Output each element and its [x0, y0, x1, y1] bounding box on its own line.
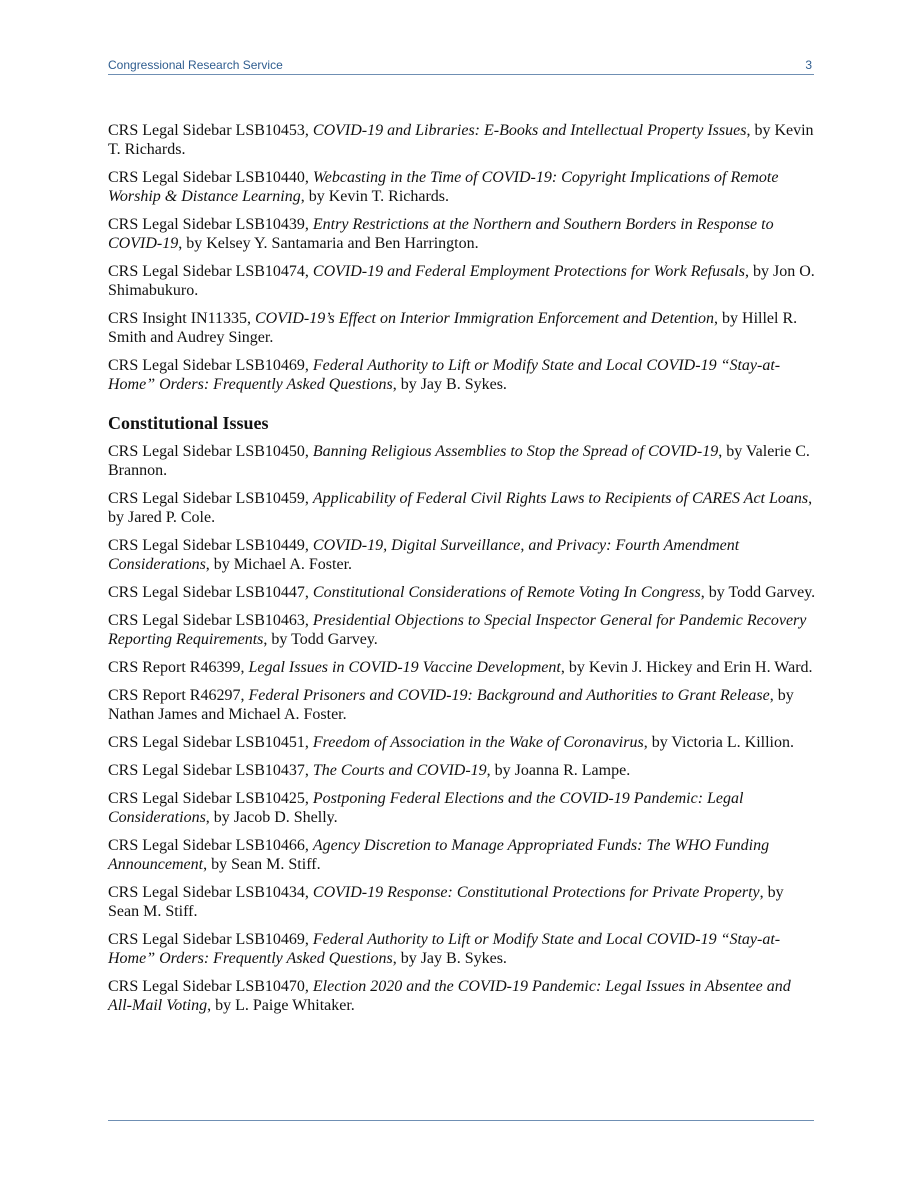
reference-entry: CRS Legal Sidebar LSB10439, Entry Restrictions at the Northern and Southern Borders in Response to COVID-19, by Kelsey Y. Santamaria and Ben Harrington.: [108, 216, 774, 252]
reference-entry: CRS Report R46399, Legal Issues in COVID-19 Vaccine Development, by Kevin J. Hickey and Erin H. Ward.: [108, 659, 813, 676]
section-heading-constitutional-issues: Constitutional Issues: [108, 413, 269, 433]
footer-divider: [108, 1120, 814, 1121]
reference-entry: CRS Legal Sidebar LSB10459, Applicability of Federal Civil Rights Laws to Recipients of CARES Act Loans, by Jared P. Cole.: [108, 490, 813, 526]
reference-entry: CRS Legal Sidebar LSB10449, COVID-19, Digital Surveillance, and Privacy: Fourth Amendment Considerations, by Michael A. Foster.: [108, 537, 740, 573]
reference-entry: CRS Legal Sidebar LSB10450, Banning Religious Assemblies to Stop the Spread of COVID-19, by Valerie C. Brannon.: [108, 443, 810, 479]
reference-entry: CRS Legal Sidebar LSB10469, Federal Authority to Lift or Modify State and Local COVID-19 “Stay-at-Home” Orders: Frequently Asked Questions, by Jay B. Sykes.: [108, 931, 781, 967]
document-body: [108, 121, 816, 1024]
reference-entry: CRS Legal Sidebar LSB10470, Election 2020 and the COVID-19 Pandemic: Legal Issues in Absentee and All-Mail Voting, by L. Paige Whitaker.: [108, 978, 791, 1014]
page-header: [108, 58, 814, 75]
reference-entry: CRS Legal Sidebar LSB10469, Federal Authority to Lift or Modify State and Local COVID-19 “Stay-at-Home” Orders: Frequently Asked Questions, by Jay B. Sykes.: [108, 357, 781, 393]
reference-entry: CRS Legal Sidebar LSB10447, Constitutional Considerations of Remote Voting In Congress, by Todd Garvey.: [108, 584, 816, 601]
reference-entry: CRS Legal Sidebar LSB10425, Postponing Federal Elections and the COVID-19 Pandemic: Legal Considerations, by Jacob D. Shelly.: [108, 790, 744, 826]
reference-entry: CRS Legal Sidebar LSB10437, The Courts and COVID-19, by Joanna R. Lampe.: [108, 762, 631, 779]
reference-entry: CRS Report R46297, Federal Prisoners and COVID-19: Background and Authorities to Grant Release, by Nathan James and Michael A. Foster.: [108, 687, 794, 723]
page-number: 3: [805, 58, 812, 72]
reference-entry: CRS Legal Sidebar LSB10434, COVID-19 Response: Constitutional Protections for Private Property, by Sean M. Stiff.: [108, 884, 784, 920]
reference-entry: CRS Legal Sidebar LSB10466, Agency Discretion to Manage Appropriated Funds: The WHO Funding Announcement, by Sean M. Stiff.: [108, 837, 770, 873]
reference-entry: CRS Legal Sidebar LSB10474, COVID-19 and Federal Employment Protections for Work Refusals, by Jon O. Shimabukuro.: [108, 263, 815, 299]
reference-entry: CRS Legal Sidebar LSB10463, Presidential Objections to Special Inspector General for Pandemic Recovery Reporting Requirements, by Todd Garvey.: [108, 612, 807, 648]
reference-entry: CRS Insight IN11335, COVID-19’s Effect on Interior Immigration Enforcement and Detention, by Hillel R. Smith and Audrey Singer.: [108, 310, 798, 346]
reference-list-top: [108, 121, 816, 394]
reference-list-constitutional: [108, 442, 816, 1015]
reference-entry: CRS Legal Sidebar LSB10451, Freedom of Association in the Wake of Coronavirus, by Victoria L. Killion.: [108, 734, 794, 751]
reference-entry: CRS Legal Sidebar LSB10453, COVID-19 and Libraries: E-Books and Intellectual Property Issues, by Kevin T. Richards.: [108, 122, 814, 158]
header-service-name: Congressional Research Service: [108, 58, 283, 72]
reference-entry: CRS Legal Sidebar LSB10440, Webcasting in the Time of COVID-19: Copyright Implications of Remote Worship & Distance Learning, by Kevin T. Richards.: [108, 169, 779, 205]
